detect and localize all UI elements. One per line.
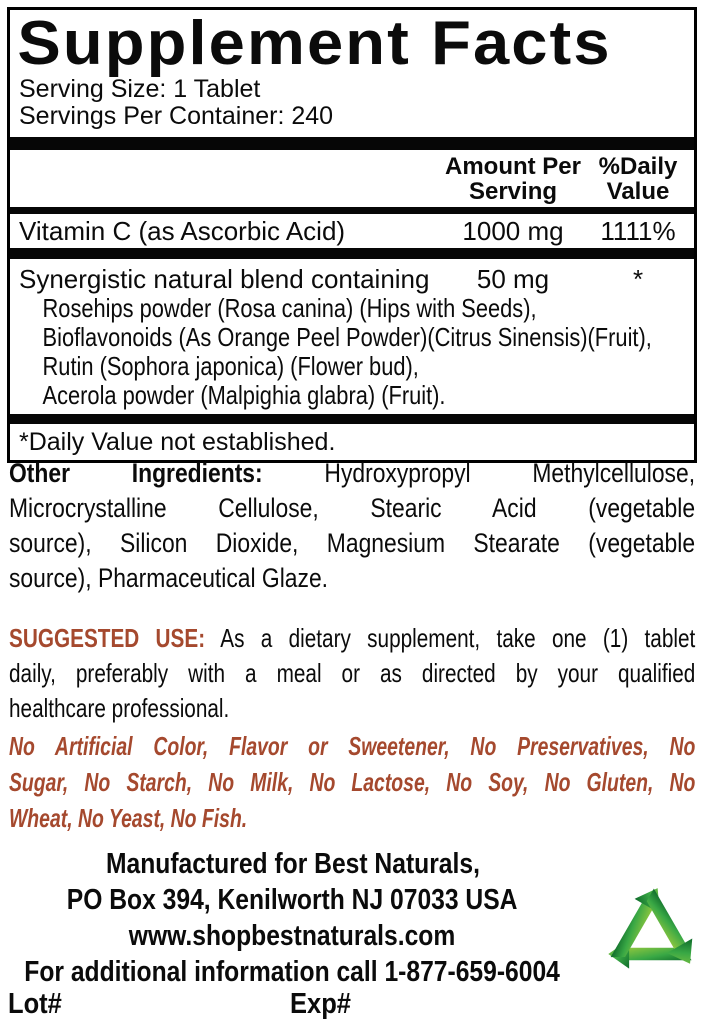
header-spacer bbox=[19, 154, 440, 204]
blend-row bbox=[19, 264, 694, 294]
lot-exp-row bbox=[0, 988, 585, 1022]
lot-number-label: Lot# bbox=[8, 988, 62, 1020]
table-header bbox=[10, 150, 694, 207]
blend-component: Bioflavonoids (As Orange Peel Powder)(Citrus Sinensis)(Fruit), bbox=[42, 322, 652, 352]
allergen-free-claims bbox=[9, 728, 695, 836]
manufacturer-name: Manufactured for Best Naturals, bbox=[105, 848, 480, 880]
ingredient-amount: 1000 mg bbox=[462, 216, 564, 246]
supplement-facts-panel bbox=[7, 7, 697, 463]
divider-medium bbox=[10, 207, 694, 214]
exp-date-label: Exp# bbox=[290, 988, 352, 1020]
table-row bbox=[10, 214, 694, 248]
other-ingredients bbox=[9, 456, 695, 596]
manufacturer-address: PO Box 394, Kenilworth NJ 07033 USA bbox=[67, 884, 518, 916]
blend-section bbox=[10, 259, 694, 414]
suggested-use bbox=[9, 621, 695, 726]
claims-line: Wheat, No Yeast, No Fish. bbox=[9, 803, 248, 833]
other-ingredients-line: Other Ingredients: Hydroxypropyl Methylcellulose, bbox=[9, 458, 696, 488]
column-header-daily-value: %Daily Value bbox=[598, 153, 678, 205]
blend-amount: 50 mg bbox=[476, 264, 550, 294]
divider-thick2 bbox=[10, 248, 694, 259]
other-ingredients-line: Microcrystalline Cellulose, Stearic Acid (vegetable bbox=[9, 493, 696, 523]
recycle-icon bbox=[600, 866, 704, 988]
ingredient-dv: 1111% bbox=[600, 216, 676, 246]
serving-size: Serving Size: 1 Tablet bbox=[19, 75, 261, 103]
column-header-amount: Amount Per Serving bbox=[444, 153, 581, 205]
blend-component: Rosehips powder (Rosa canina) (Hips with Seeds), bbox=[42, 293, 537, 323]
divider-medium2 bbox=[10, 414, 694, 424]
divider-thick bbox=[10, 137, 694, 150]
claims-line: No Artificial Color, Flavor or Sweetener, No Preservatives, No bbox=[9, 731, 696, 761]
suggested-use-line: SUGGESTED USE: As a dietary supplement, take one (1) tablet bbox=[9, 623, 696, 653]
suggested-use-line: healthcare professional. bbox=[9, 693, 230, 723]
ingredient-name: Vitamin C (as Ascorbic Acid) bbox=[19, 216, 346, 246]
claims-line: Sugar, No Starch, No Milk, No Lactose, No Soy, No Gluten, No bbox=[9, 767, 696, 797]
other-ingredients-label: Other Ingredients: bbox=[9, 458, 263, 488]
manufacturer-info bbox=[0, 846, 585, 990]
blend-component: Acerola powder (Malpighia glabra) (Fruit). bbox=[42, 380, 446, 410]
other-ingredients-line: source), Silicon Dioxide, Magnesium Stearate (vegetable bbox=[9, 528, 696, 558]
suggested-use-label: SUGGESTED USE: bbox=[9, 623, 206, 653]
other-ingredients-line: source), Pharmaceutical Glaze. bbox=[9, 563, 329, 593]
suggested-use-line: daily, preferably with a meal or as directed by your qualified bbox=[9, 658, 696, 688]
daily-value-footnote: *Daily Value not established. bbox=[19, 428, 336, 456]
panel-title: Supplement Facts bbox=[17, 9, 612, 78]
blend-component: Rutin (Sophora japonica) (Flower bud), bbox=[42, 351, 419, 381]
servings-per-container: Servings Per Container: 240 bbox=[19, 102, 334, 130]
blend-dv: * bbox=[632, 264, 644, 294]
blend-name: Synergistic natural blend containing bbox=[19, 264, 430, 294]
website-text: www.shopbestnaturals.com bbox=[129, 920, 456, 952]
phone-info: For additional information call 1-877-659-6004 bbox=[24, 956, 561, 988]
